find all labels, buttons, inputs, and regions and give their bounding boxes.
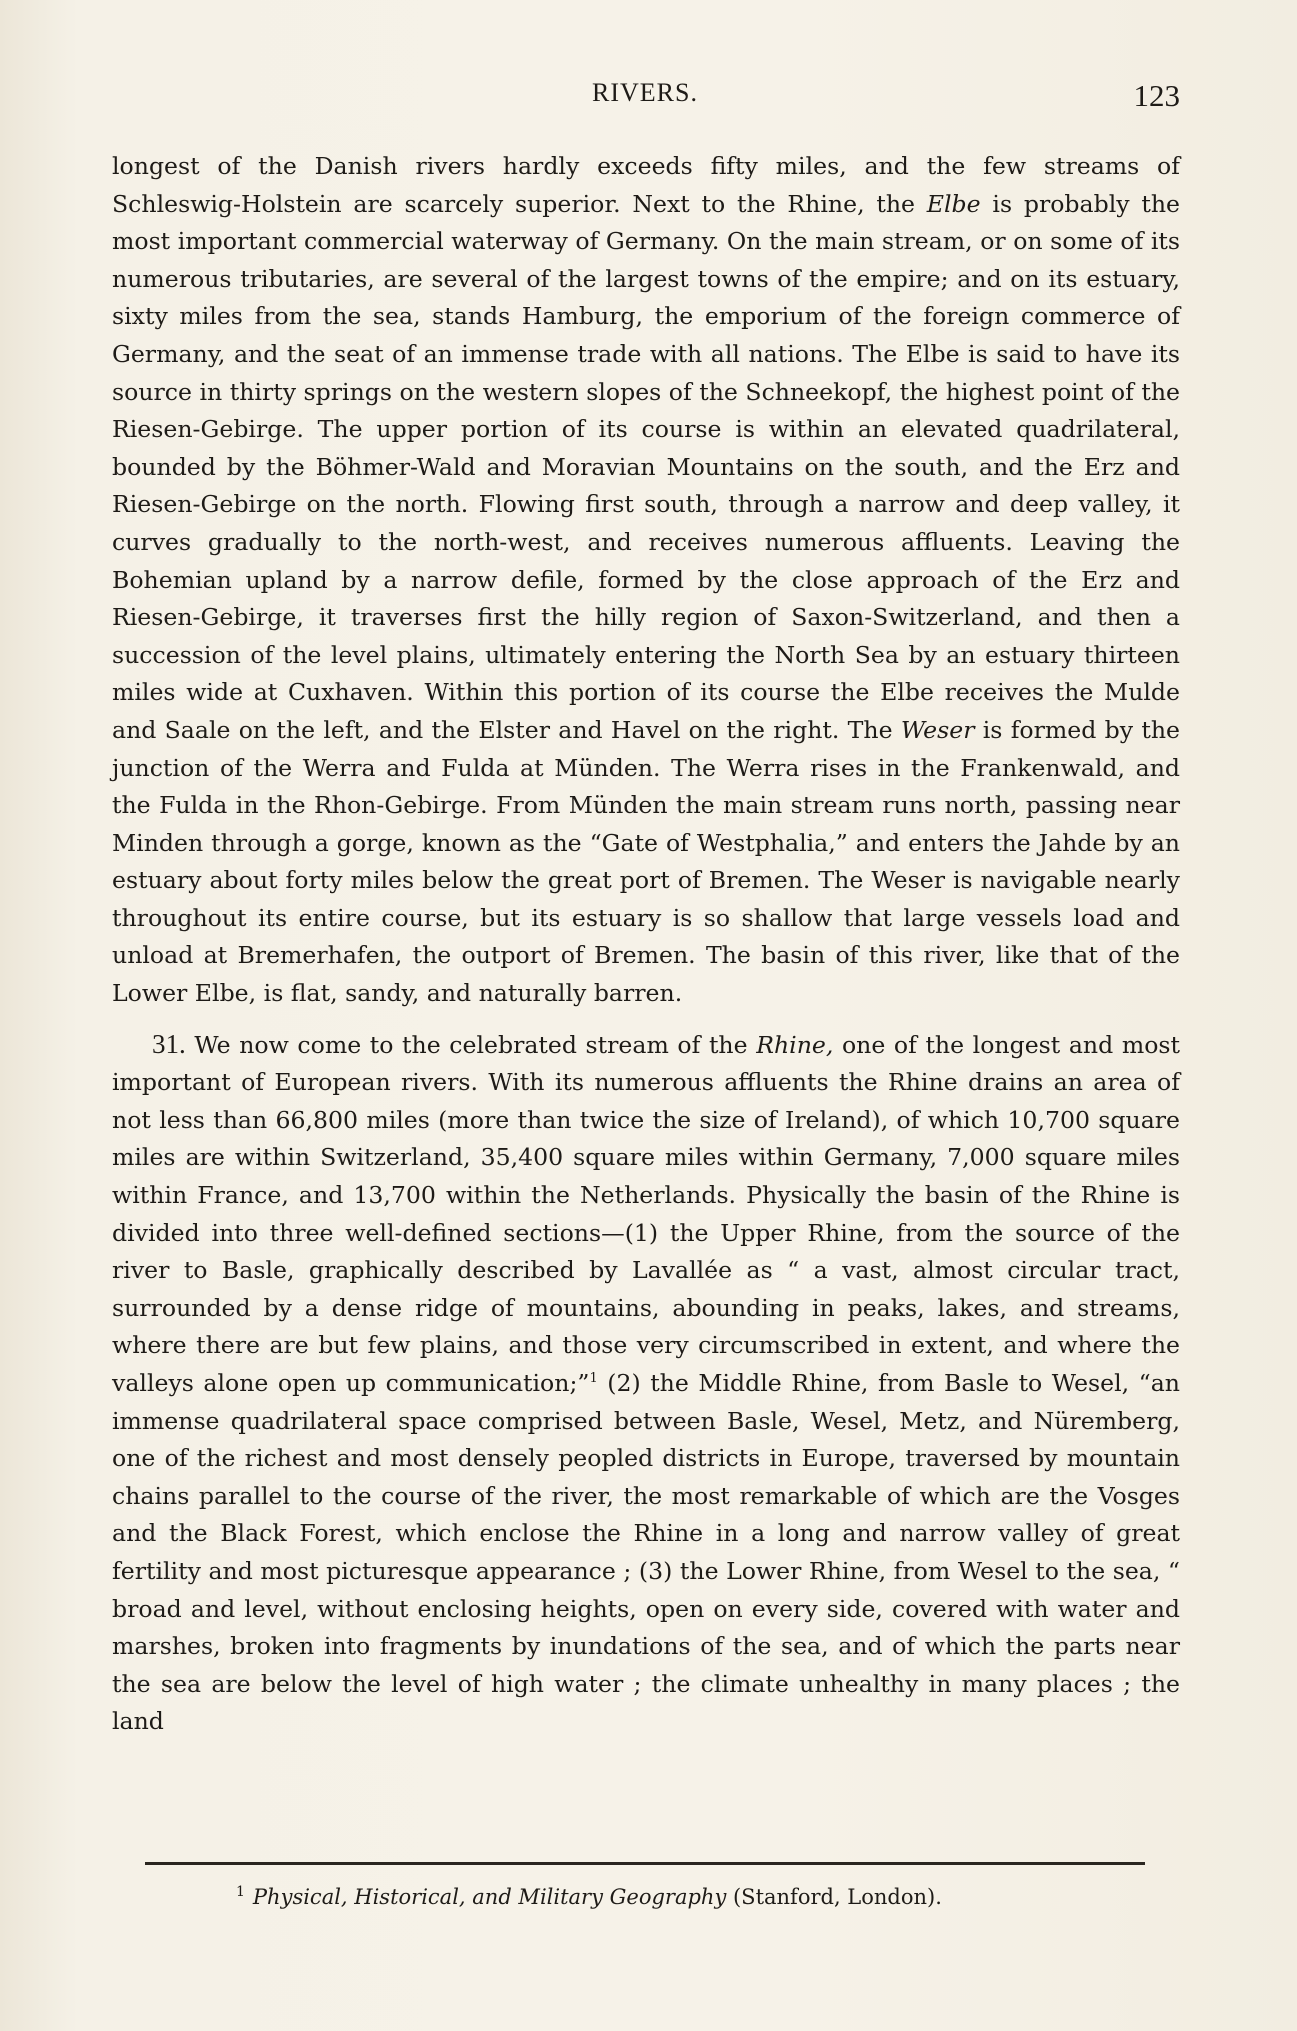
footnote: [236, 1878, 942, 1911]
text-run: is formed by the junction of the Werra and Fulda at Münden. The Werra rises in the Frankenwald, and the Fulda in the Rhon-Gebirge. From Münden the main stream runs north, passing near Minden through a gorge, known as the “Gate of Westphalia,” and enters the Jahde by an estuary about forty miles below the great port of Bremen. The Weser is navigable nearly throughout its entire course, but its estuary is so shallow that large vessels load and unload at Bremerhafen, the outport of Bremen. The basin of this river, like that of the Lower Elbe, is flat, sandy, and naturally barren.: [112, 715, 1180, 1008]
paragraph-elbe-weser: [112, 148, 1180, 1013]
paragraph-rhine: [112, 1026, 1180, 1741]
body-text: [112, 148, 1180, 1741]
footnote-source: (Stanford, London).: [726, 1885, 942, 1909]
running-head: RIVERS.: [592, 78, 698, 107]
italic-elbe: Elbe: [926, 189, 981, 218]
page-header: [110, 78, 1180, 118]
page-number: 123: [1133, 78, 1180, 113]
footnote-title: Physical, Historical, and Military Geography: [252, 1885, 727, 1909]
text-run: is probably the most important commercial waterway of Germany. On the main stream, or on some of its numerous tributaries, are several of the largest towns of the empire; and on its estuary, sixty miles from the sea, stands Hamburg, the emporium of the foreign commerce of Germany, and the seat of an immense trade with all nations. The Elbe is said to have its source in thirty springs on the western slopes of the Schneekopf, the highest point of the Riesen-Gebirge. The upper portion of its course is within an elevated quadrilateral, bounded by the Böhmer-Wald and Moravian Mountains on the south, and the Erz and Riesen-Gebirge on the north. Flowing first south, through a narrow and deep valley, it curves gradually to the north-west, and receives numerous affluents. Leaving the Bohemian upland by a narrow defile, formed by the close approach of the Erz and Riesen-Gebirge, it traverses first the hilly region of Saxon-Switzerland, and then a succession of the level plains, ultimately entering the North Sea by an estuary thirteen miles wide at Cuxhaven. Within this portion of its course the Elbe receives the Mulde and Saale on the left, and the Elster and Havel on the right. The: [112, 189, 1180, 744]
text-run: (2) the Middle Rhine, from Basle to Wesel, “an immense quadrilateral space comprised between Basle, Wesel, Metz, and Nüremberg, one of the richest and most densely peopled districts in Europe, traversed by mountain chains parallel to the course of the river, the most remarkable of which are the Vosges and the Black Forest, which enclose the Rhine in a long and narrow valley of great fertility and most picturesque appearance ; (3) the Lower Rhine, from Wesel to the sea, “ broad and level, without enclosing heights, open on every side, covered with water and marshes, broken into fragments by inundations of the sea, and of which the parts near the sea are below the level of high water ; the climate unhealthy in many places ; the land: [112, 1369, 1180, 1736]
text-run: one of the longest and most important of European rivers. With its numerous affluents the Rhine drains an area of not less than 66,800 miles (more than twice the size of Ireland), of which 10,700 square miles are within Switzerland, 35,400 square miles within Germany, 7,000 square miles within France, and 13,700 within the Netherlands. Physically the basin of the Rhine is divided into three well-defined sections—(1) the Upper Rhine, from the source of the river to Basle, graphically described by Lavallée as “ a vast, almost circular tract, surrounded by a dense ridge of mountains, abounding in peaks, lakes, and streams, where there are but few plains, and those very circumscribed in extent, and where the valleys alone open up communication;”: [112, 1030, 1180, 1397]
footnote-reference: 1: [589, 1371, 598, 1387]
footnote-mark: 1: [236, 1884, 245, 1900]
footnote-divider: [145, 1862, 1145, 1865]
italic-rhine: Rhine,: [756, 1030, 834, 1059]
paragraph-number: 31.: [152, 1028, 186, 1059]
italic-weser: Weser: [900, 715, 975, 744]
text-run: longest of the Danish rivers hardly exceeds fifty miles, and the few streams of Schleswig-Holstein are scarcely superior. Next to the Rhine, the: [112, 152, 1180, 218]
text-run: We now come to the celebrated stream of the: [185, 1030, 757, 1059]
